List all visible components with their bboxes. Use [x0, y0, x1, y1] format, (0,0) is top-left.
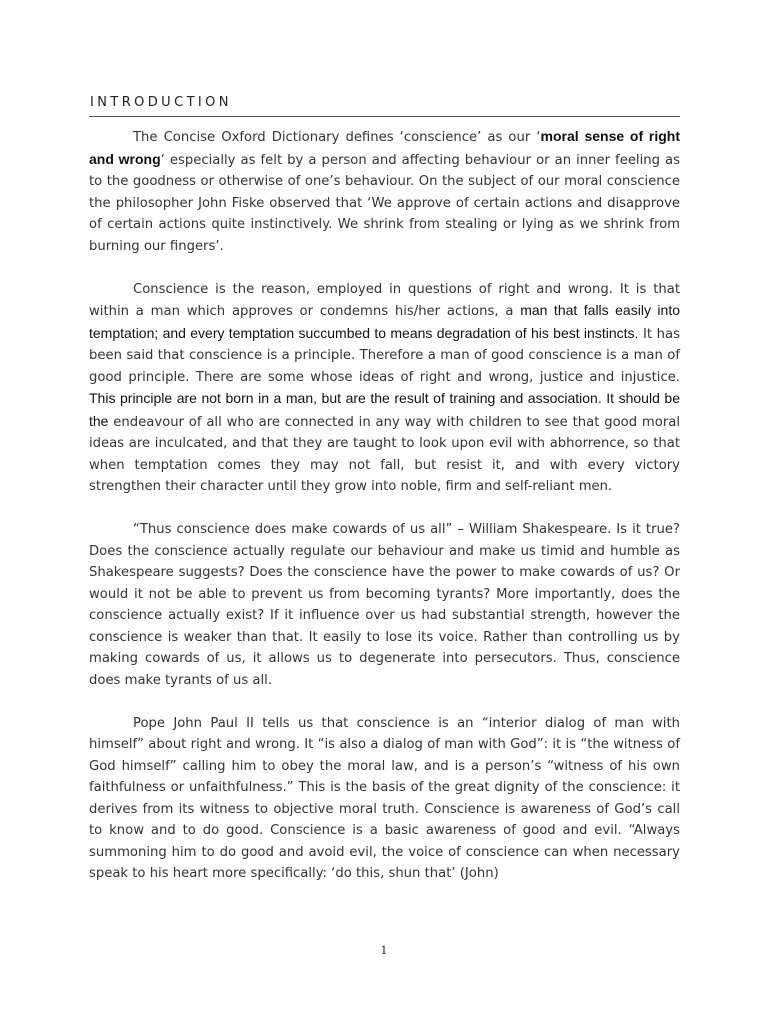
paragraph-text: Pope John Paul II tells us that conscience is an “interior dialog of man with himself” about right and wrong. It “is also a dialog of man with God”: it is “the witness of God himself” calling him to obey the moral law, and is a person’s “witness of his own faithfulness or unfaithfulness.” This is the basis of the great dignity of the conscience: it derives from its witness to objective moral truth. Conscience is awareness of God’s call to know and to do good. Conscience is a basic awareness of good and evil. “Always summoning him to do good and avoid evil, the voice of conscience can when necessary speak to his heart more specifically: ‘do this, shun that’ (John) — [89, 715, 680, 881]
paragraph-2 — [89, 279, 680, 498]
section-heading: INTRODUCTION — [90, 95, 232, 110]
emphasis-text: This principle are not born in a man, but are the result of training and association. It should be the — [89, 390, 680, 429]
emphasis-text: man that falls easily into temptation; and every temptation succumbed to means degradation of his best instincts. — [89, 302, 681, 341]
paragraph-text: endeavour of all who are connected in any way with children to see that good moral ideas are inculcated, and that they are taught to look upon evil with abhorrence, so that when temptation comes they may not fall, but resist it, and with every victory strengthen their character until they grow into noble, firm and self-reliant men. — [89, 414, 680, 494]
page-number: 1 — [380, 944, 388, 957]
paragraph-text: Conscience is the reason, employed in questions of right and wrong. It is that within a man which approves or condemns his/her actions, a — [89, 281, 680, 319]
paragraph-3 — [89, 519, 680, 691]
paragraph-text: The Concise Oxford Dictionary defines ‘conscience’ as our ‘ — [133, 130, 541, 145]
paragraph-text: ’ especially as felt by a person and affecting behaviour or an inner feeling as to the goodness or otherwise of one’s behaviour. On the subject of our moral conscience the philosopher John Fiske observed that ‘We approve of certain actions and disapprove of certain actions quite instinctively. We shrink from stealing or lying as we shrink from burning our fingers’. — [89, 152, 680, 254]
heading-rule — [89, 116, 680, 117]
emphasis-text: moral sense of right and wrong — [89, 128, 680, 167]
paragraph-1 — [89, 126, 680, 257]
paragraph-text: It has been said that conscience is a principle. Therefore a man of good conscience is a man of good principle. There are some whose ideas of right and wrong, justice and injustice. — [89, 326, 680, 385]
body-text — [89, 126, 680, 906]
paragraph-4 — [89, 713, 680, 885]
paragraph-text: “Thus conscience does make cowards of us all” – William Shakespeare. Is it true? Does the conscience actually regulate our behaviour and make us timid and humble as Shakespeare suggests? Does the conscience have the power to make cowards of us? Or would it not be able to prevent us from becoming tyrants? More importantly, does the conscience actually exist? If it influence over us had substantial strength, however the conscience is weaker than that. It easily to lose its voice. Rather than controlling us by making cowards of us, it allows us to degenerate into persecutors. Thus, conscience does make tyrants of us all. — [89, 522, 680, 688]
